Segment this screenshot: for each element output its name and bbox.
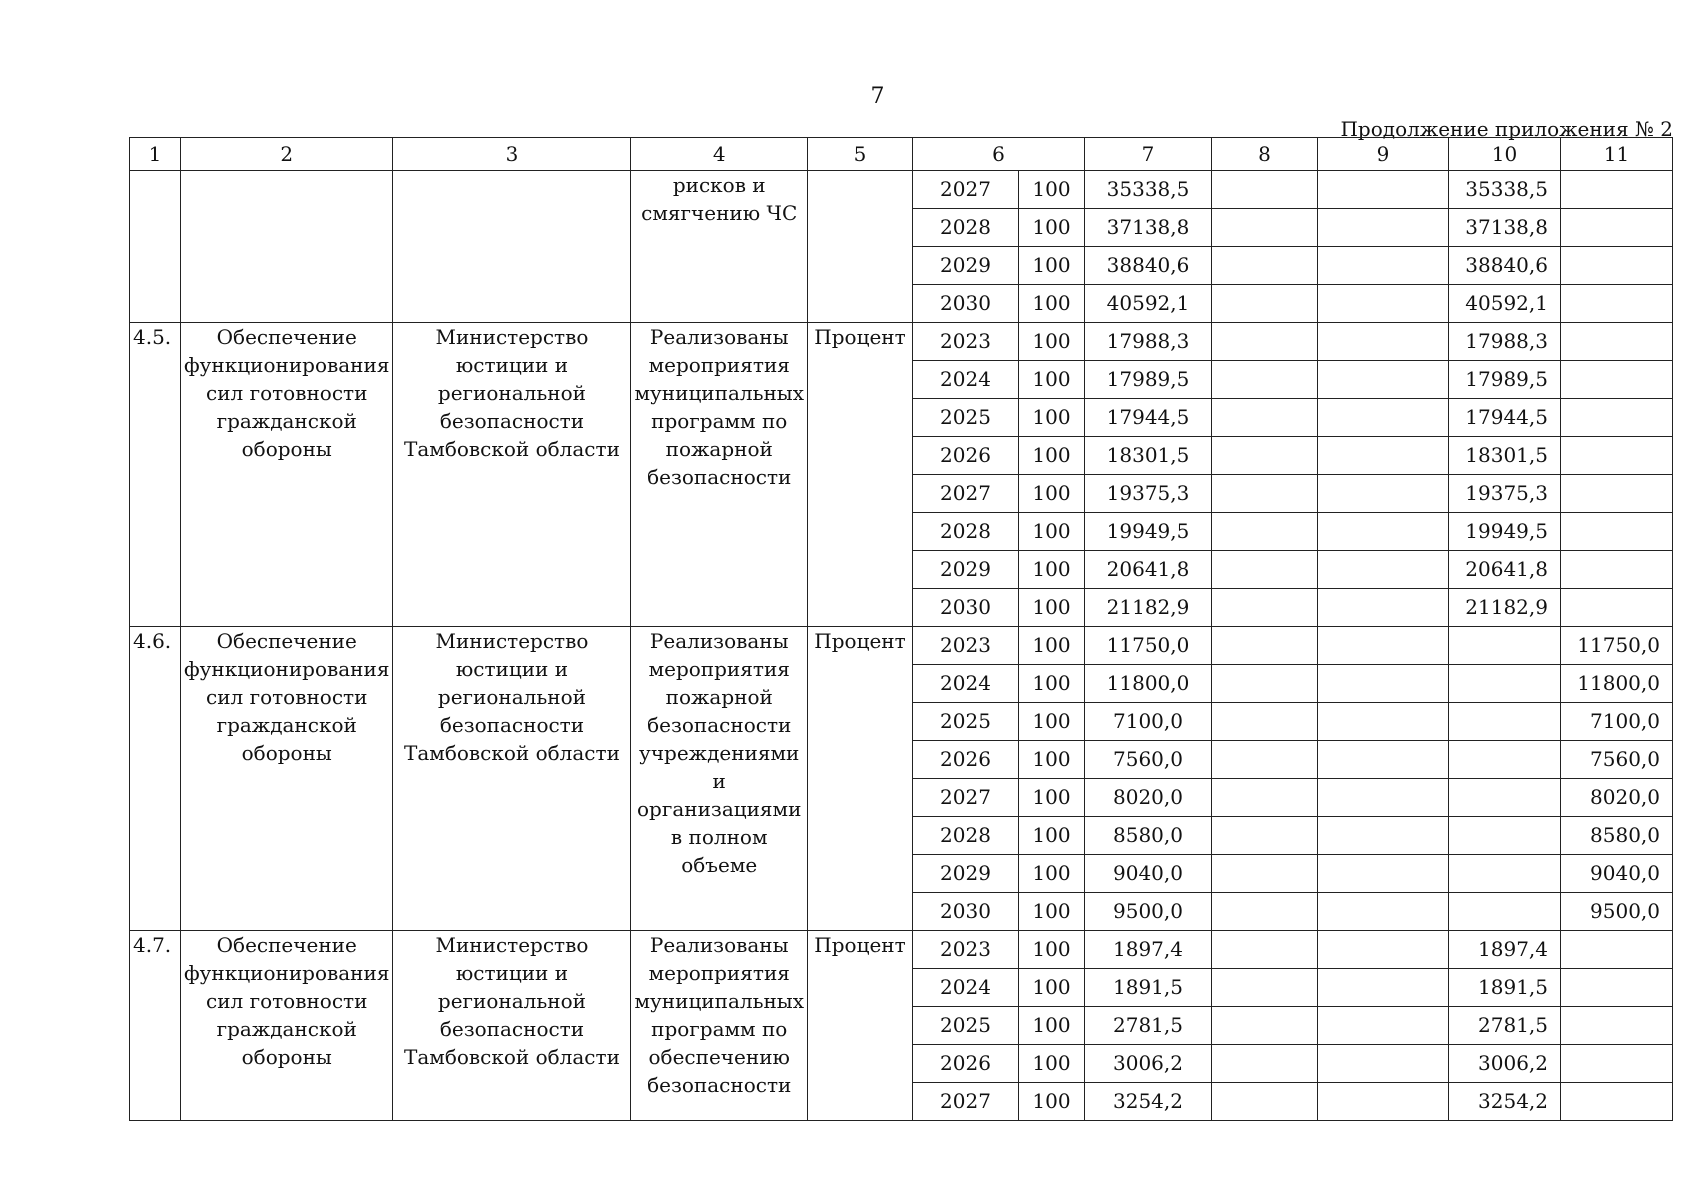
col7-cell: 38840,6 — [1085, 247, 1212, 285]
header-col-8: 8 — [1212, 138, 1318, 171]
col10-cell: 19949,5 — [1449, 513, 1561, 551]
row-index: 4.5. — [130, 323, 181, 627]
col7-cell: 37138,8 — [1085, 209, 1212, 247]
header-col-6: 6 — [913, 138, 1085, 171]
col10-cell: 19375,3 — [1449, 475, 1561, 513]
col7-cell: 7560,0 — [1085, 741, 1212, 779]
col9-cell — [1318, 589, 1449, 627]
col8-cell — [1212, 285, 1318, 323]
percent-cell: 100 — [1019, 741, 1085, 779]
result-description: Реализованы мероприятия муниципальных программ по пожарной безопасности — [631, 323, 808, 627]
col11-cell — [1561, 437, 1673, 475]
col8-cell — [1212, 1045, 1318, 1083]
measure-name: Обеспечение функционирования сил готовности гражданской обороны — [181, 627, 393, 931]
percent-cell: 100 — [1019, 513, 1085, 551]
col7-cell: 18301,5 — [1085, 437, 1212, 475]
col7-cell: 11800,0 — [1085, 665, 1212, 703]
col10-cell: 1897,4 — [1449, 931, 1561, 969]
col10-cell: 2781,5 — [1449, 1007, 1561, 1045]
col9-cell — [1318, 665, 1449, 703]
header-col-9: 9 — [1318, 138, 1449, 171]
col8-cell — [1212, 817, 1318, 855]
percent-cell: 100 — [1019, 247, 1085, 285]
col9-cell — [1318, 931, 1449, 969]
percent-cell: 100 — [1019, 437, 1085, 475]
col8-cell — [1212, 741, 1318, 779]
col10-cell: 17989,5 — [1449, 361, 1561, 399]
col10-cell — [1449, 703, 1561, 741]
percent-cell: 100 — [1019, 1007, 1085, 1045]
col7-cell: 2781,5 — [1085, 1007, 1212, 1045]
col9-cell — [1318, 969, 1449, 1007]
header-col-4: 4 — [631, 138, 808, 171]
col8-cell — [1212, 399, 1318, 437]
col7-cell: 8580,0 — [1085, 817, 1212, 855]
col11-cell — [1561, 361, 1673, 399]
col8-cell — [1212, 1007, 1318, 1045]
col8-cell — [1212, 589, 1318, 627]
percent-cell: 100 — [1019, 969, 1085, 1007]
unit-cell: Процент — [808, 931, 913, 1121]
col11-cell — [1561, 399, 1673, 437]
col7-cell: 40592,1 — [1085, 285, 1212, 323]
percent-cell: 100 — [1019, 1083, 1085, 1121]
percent-cell: 100 — [1019, 1045, 1085, 1083]
percent-cell: 100 — [1019, 285, 1085, 323]
executor-name: Министерство юстиции и региональной безопасности Тамбовской области — [393, 931, 631, 1121]
header-col-3: 3 — [393, 138, 631, 171]
col10-cell: 35338,5 — [1449, 171, 1561, 209]
col7-cell: 7100,0 — [1085, 703, 1212, 741]
year-cell: 2023 — [913, 931, 1019, 969]
table-row — [130, 171, 1673, 209]
percent-cell: 100 — [1019, 361, 1085, 399]
col9-cell — [1318, 323, 1449, 361]
col7-cell: 3254,2 — [1085, 1083, 1212, 1121]
percent-cell: 100 — [1019, 209, 1085, 247]
col8-cell — [1212, 969, 1318, 1007]
executor-name — [393, 171, 631, 323]
col7-cell: 1897,4 — [1085, 931, 1212, 969]
col7-cell: 1891,5 — [1085, 969, 1212, 1007]
year-cell: 2028 — [913, 513, 1019, 551]
header-col-7: 7 — [1085, 138, 1212, 171]
year-cell: 2027 — [913, 779, 1019, 817]
col11-cell: 11750,0 — [1561, 627, 1673, 665]
percent-cell: 100 — [1019, 893, 1085, 931]
percent-cell: 100 — [1019, 779, 1085, 817]
col9-cell — [1318, 741, 1449, 779]
row-index — [130, 171, 181, 323]
col10-cell — [1449, 665, 1561, 703]
col7-cell: 3006,2 — [1085, 1045, 1212, 1083]
year-cell: 2027 — [913, 171, 1019, 209]
col7-cell: 20641,8 — [1085, 551, 1212, 589]
percent-cell: 100 — [1019, 171, 1085, 209]
executor-name: Министерство юстиции и региональной безопасности Тамбовской области — [393, 323, 631, 627]
header-col-1: 1 — [130, 138, 181, 171]
year-cell: 2029 — [913, 551, 1019, 589]
col10-cell: 37138,8 — [1449, 209, 1561, 247]
year-cell: 2024 — [913, 361, 1019, 399]
unit-cell: Процент — [808, 627, 913, 931]
col8-cell — [1212, 437, 1318, 475]
col9-cell — [1318, 171, 1449, 209]
col10-cell — [1449, 893, 1561, 931]
col10-cell: 20641,8 — [1449, 551, 1561, 589]
header-col-5: 5 — [808, 138, 913, 171]
year-cell: 2025 — [913, 703, 1019, 741]
appendix-table — [129, 137, 1673, 1121]
col7-cell: 21182,9 — [1085, 589, 1212, 627]
year-cell: 2027 — [913, 475, 1019, 513]
unit-cell — [808, 171, 913, 323]
col7-cell: 17944,5 — [1085, 399, 1212, 437]
col9-cell — [1318, 285, 1449, 323]
percent-cell: 100 — [1019, 627, 1085, 665]
percent-cell: 100 — [1019, 589, 1085, 627]
year-cell: 2023 — [913, 627, 1019, 665]
result-description: Реализованы мероприятия пожарной безопасности учреждениями и организациями в полном объеме — [631, 627, 808, 931]
col9-cell — [1318, 817, 1449, 855]
col11-cell — [1561, 1045, 1673, 1083]
col9-cell — [1318, 855, 1449, 893]
executor-name: Министерство юстиции и региональной безопасности Тамбовской области — [393, 627, 631, 931]
col11-cell: 7100,0 — [1561, 703, 1673, 741]
col10-cell: 21182,9 — [1449, 589, 1561, 627]
col11-cell — [1561, 969, 1673, 1007]
col9-cell — [1318, 1083, 1449, 1121]
year-cell: 2026 — [913, 1045, 1019, 1083]
col8-cell — [1212, 627, 1318, 665]
header-col-10: 10 — [1449, 138, 1561, 171]
year-cell: 2024 — [913, 969, 1019, 1007]
col7-cell: 19949,5 — [1085, 513, 1212, 551]
col8-cell — [1212, 855, 1318, 893]
col9-cell — [1318, 779, 1449, 817]
col9-cell — [1318, 627, 1449, 665]
col8-cell — [1212, 513, 1318, 551]
col11-cell — [1561, 285, 1673, 323]
col11-cell — [1561, 209, 1673, 247]
col8-cell — [1212, 931, 1318, 969]
col11-cell: 7560,0 — [1561, 741, 1673, 779]
col9-cell — [1318, 399, 1449, 437]
col9-cell — [1318, 893, 1449, 931]
year-cell: 2030 — [913, 893, 1019, 931]
col7-cell: 19375,3 — [1085, 475, 1212, 513]
year-cell: 2023 — [913, 323, 1019, 361]
measure-name: Обеспечение функционирования сил готовности гражданской обороны — [181, 323, 393, 627]
year-cell: 2026 — [913, 437, 1019, 475]
header-col-2: 2 — [181, 138, 393, 171]
col11-cell: 9040,0 — [1561, 855, 1673, 893]
percent-cell: 100 — [1019, 931, 1085, 969]
table-row — [130, 627, 1673, 665]
percent-cell: 100 — [1019, 399, 1085, 437]
col10-cell: 40592,1 — [1449, 285, 1561, 323]
col11-cell — [1561, 475, 1673, 513]
percent-cell: 100 — [1019, 323, 1085, 361]
col7-cell: 9040,0 — [1085, 855, 1212, 893]
col11-cell — [1561, 551, 1673, 589]
col8-cell — [1212, 247, 1318, 285]
col8-cell — [1212, 323, 1318, 361]
col7-cell: 17988,3 — [1085, 323, 1212, 361]
year-cell: 2024 — [913, 665, 1019, 703]
col11-cell — [1561, 931, 1673, 969]
percent-cell: 100 — [1019, 817, 1085, 855]
measure-name: Обеспечение функционирования сил готовности гражданской обороны — [181, 931, 393, 1121]
page-number: 7 — [870, 84, 885, 109]
col8-cell — [1212, 1083, 1318, 1121]
col10-cell: 3006,2 — [1449, 1045, 1561, 1083]
col11-cell — [1561, 1083, 1673, 1121]
result-description: Реализованы мероприятия муниципальных программ по обеспечению безопасности — [631, 931, 808, 1121]
col10-cell: 38840,6 — [1449, 247, 1561, 285]
col10-cell: 1891,5 — [1449, 969, 1561, 1007]
col7-cell: 8020,0 — [1085, 779, 1212, 817]
col11-cell: 9500,0 — [1561, 893, 1673, 931]
col8-cell — [1212, 893, 1318, 931]
col8-cell — [1212, 209, 1318, 247]
col7-cell: 9500,0 — [1085, 893, 1212, 931]
result-description: рисков и смягчению ЧС — [631, 171, 808, 323]
col10-cell: 18301,5 — [1449, 437, 1561, 475]
col8-cell — [1212, 703, 1318, 741]
col8-cell — [1212, 551, 1318, 589]
col8-cell — [1212, 361, 1318, 399]
percent-cell: 100 — [1019, 475, 1085, 513]
year-cell: 2029 — [913, 855, 1019, 893]
col11-cell — [1561, 513, 1673, 551]
col9-cell — [1318, 1045, 1449, 1083]
continuation-note: Продолжение приложения № 2 — [1340, 117, 1673, 141]
col11-cell: 11800,0 — [1561, 665, 1673, 703]
col9-cell — [1318, 551, 1449, 589]
year-cell: 2028 — [913, 209, 1019, 247]
col10-cell: 3254,2 — [1449, 1083, 1561, 1121]
col9-cell — [1318, 437, 1449, 475]
year-cell: 2030 — [913, 589, 1019, 627]
year-cell: 2030 — [913, 285, 1019, 323]
row-index: 4.6. — [130, 627, 181, 931]
col10-cell — [1449, 817, 1561, 855]
col11-cell: 8580,0 — [1561, 817, 1673, 855]
col8-cell — [1212, 779, 1318, 817]
table-row — [130, 323, 1673, 361]
percent-cell: 100 — [1019, 665, 1085, 703]
col10-cell — [1449, 627, 1561, 665]
unit-cell: Процент — [808, 323, 913, 627]
year-cell: 2025 — [913, 1007, 1019, 1045]
col9-cell — [1318, 247, 1449, 285]
percent-cell: 100 — [1019, 703, 1085, 741]
year-cell: 2025 — [913, 399, 1019, 437]
col7-cell: 17989,5 — [1085, 361, 1212, 399]
percent-cell: 100 — [1019, 551, 1085, 589]
year-cell: 2026 — [913, 741, 1019, 779]
col10-cell — [1449, 741, 1561, 779]
col11-cell — [1561, 589, 1673, 627]
col8-cell — [1212, 171, 1318, 209]
col10-cell — [1449, 855, 1561, 893]
col11-cell — [1561, 323, 1673, 361]
table-row — [130, 931, 1673, 969]
col8-cell — [1212, 475, 1318, 513]
col11-cell — [1561, 247, 1673, 285]
year-cell: 2029 — [913, 247, 1019, 285]
col9-cell — [1318, 1007, 1449, 1045]
col8-cell — [1212, 665, 1318, 703]
col9-cell — [1318, 209, 1449, 247]
col10-cell — [1449, 779, 1561, 817]
year-cell: 2027 — [913, 1083, 1019, 1121]
col7-cell: 11750,0 — [1085, 627, 1212, 665]
year-cell: 2028 — [913, 817, 1019, 855]
header-col-11: 11 — [1561, 138, 1673, 171]
col9-cell — [1318, 513, 1449, 551]
col9-cell — [1318, 475, 1449, 513]
header-row — [130, 138, 1673, 171]
col9-cell — [1318, 361, 1449, 399]
col10-cell: 17988,3 — [1449, 323, 1561, 361]
col11-cell: 8020,0 — [1561, 779, 1673, 817]
measure-name — [181, 171, 393, 323]
percent-cell: 100 — [1019, 855, 1085, 893]
col11-cell — [1561, 171, 1673, 209]
col9-cell — [1318, 703, 1449, 741]
col7-cell: 35338,5 — [1085, 171, 1212, 209]
col11-cell — [1561, 1007, 1673, 1045]
col10-cell: 17944,5 — [1449, 399, 1561, 437]
row-index: 4.7. — [130, 931, 181, 1121]
